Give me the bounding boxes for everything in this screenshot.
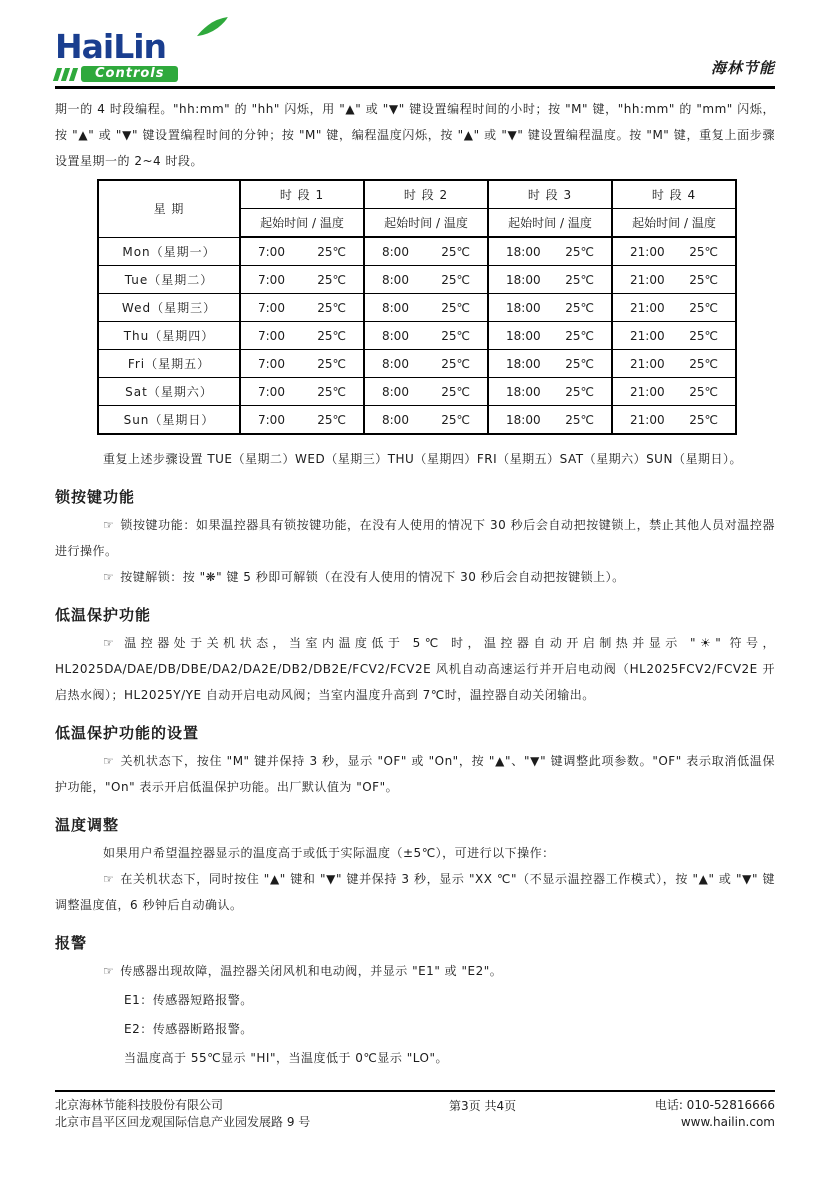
time-value: 8:00 <box>382 412 409 427</box>
subheader-cell: 起始时间 / 温度 <box>488 209 612 238</box>
period-4-header: 时 段 4 <box>612 180 736 209</box>
temp-value: 25℃ <box>565 328 594 343</box>
phone-number: 电话: 010-52816666 <box>654 1098 775 1112</box>
time-value: 21:00 <box>630 356 665 371</box>
contact-info <box>655 1097 775 1131</box>
temp-value: 25℃ <box>565 384 594 399</box>
period-1-header: 时 段 1 <box>240 180 364 209</box>
day-cell: Mon（星期一） <box>98 237 240 266</box>
temp-value: 25℃ <box>317 384 346 399</box>
paragraph <box>55 958 775 984</box>
day-column-header: 星 期 <box>98 180 240 237</box>
time-value: 7:00 <box>258 356 285 371</box>
paragraph <box>55 630 775 708</box>
table-row <box>98 406 736 435</box>
temp-value: 25℃ <box>317 272 346 287</box>
time-value: 18:00 <box>506 300 541 315</box>
time-value: 7:00 <box>258 328 285 343</box>
temp-value: 25℃ <box>441 328 470 343</box>
period-3-header: 时 段 3 <box>488 180 612 209</box>
time-value: 8:00 <box>382 328 409 343</box>
section-title-low-temp-setup: 低温保护功能的设置 <box>55 724 200 742</box>
time-value: 7:00 <box>258 384 285 399</box>
time-value: 18:00 <box>506 328 541 343</box>
intro-paragraph: 期一的 4 时段编程。"hh:mm" 的 "hh" 闪烁，用 "▲" 或 "▼" 键设置编程时间的小时；按 "M" 键，"hh:mm" 的 "mm" 闪烁，按 "▲" 或 "▼" 键设置编程时间的分钟；按 "M" 键，编程温度闪烁，按 "▲" 或 "▼" 键设置编程温度。按 "M" 键，重复上面步骤设置星期一的 2~4 时段。 <box>55 102 775 168</box>
section-title-low-temp-protection: 低温保护功能 <box>55 606 152 624</box>
company-info <box>55 1097 310 1131</box>
time-value: 7:00 <box>258 244 285 259</box>
day-cell: Thu（星期四） <box>98 322 240 350</box>
header-divider <box>55 86 775 89</box>
pointing-hand-icon: ☞ <box>103 754 115 768</box>
temp-value: 25℃ <box>689 384 718 399</box>
time-value: 7:00 <box>258 412 285 427</box>
time-value: 18:00 <box>506 272 541 287</box>
logo-wordmark: HaiLin <box>55 27 167 66</box>
table-row <box>98 237 736 266</box>
day-cell: Sun（星期日） <box>98 406 240 435</box>
time-value: 21:00 <box>630 412 665 427</box>
time-value: 8:00 <box>382 384 409 399</box>
table-row <box>98 294 736 322</box>
temp-value: 25℃ <box>317 328 346 343</box>
time-value: 18:00 <box>506 244 541 259</box>
table-row <box>98 350 736 378</box>
temp-value: 25℃ <box>565 272 594 287</box>
temp-value: 25℃ <box>565 244 594 259</box>
paragraph <box>55 564 775 590</box>
day-cell: Wed（星期三） <box>98 294 240 322</box>
weekly-schedule-table <box>97 179 737 435</box>
temp-value: 25℃ <box>689 244 718 259</box>
day-cell: Tue（星期二） <box>98 266 240 294</box>
paragraph-text: 关机状态下，按住 "M" 键并保持 3 秒，显示 "OF" 或 "On"，按 "▲"、"▼" 键调整此项参数。"OF" 表示取消低温保护功能，"On" 表示开启低温保护功能。出厂默认值为 "OF"。 <box>55 754 775 794</box>
temp-value: 25℃ <box>441 412 470 427</box>
alarm-range-line: 当温度高于 55℃显示 "HI"，当温度低于 0℃显示 "LO"。 <box>124 1051 448 1065</box>
temp-value: 25℃ <box>441 244 470 259</box>
time-value: 21:00 <box>630 272 665 287</box>
table-row <box>98 266 736 294</box>
table-row <box>98 322 736 350</box>
time-value: 21:00 <box>630 244 665 259</box>
page-number: 第3页 共4页 <box>449 1099 517 1113</box>
company-name: 北京海林节能科技股份有限公司 <box>55 1098 224 1112</box>
time-value: 7:00 <box>258 300 285 315</box>
temp-value: 25℃ <box>317 244 346 259</box>
table-row <box>98 378 736 406</box>
section-title-alarm: 报警 <box>55 934 88 952</box>
section-title-lock-keys: 锁按键功能 <box>55 488 136 506</box>
temp-value: 25℃ <box>441 356 470 371</box>
brand-name-cn: 海林节能 <box>710 59 775 77</box>
pointing-hand-icon: ☞ <box>103 570 115 584</box>
paragraph <box>55 840 775 866</box>
temp-value: 25℃ <box>689 300 718 315</box>
table-header-row <box>98 180 736 209</box>
time-value: 21:00 <box>630 328 665 343</box>
paragraph <box>55 866 775 918</box>
temp-value: 25℃ <box>441 384 470 399</box>
logo-controls-row <box>55 66 225 82</box>
alarm-e1-line: E1：传感器短路报警。 <box>124 993 253 1007</box>
temp-value: 25℃ <box>317 300 346 315</box>
temp-value: 25℃ <box>689 328 718 343</box>
repeat-note: 重复上述步骤设置 TUE（星期二）WED（星期三）THU（星期四）FRI（星期五）SAT（星期六）SUN（星期日）。 <box>103 452 742 466</box>
temp-value: 25℃ <box>317 356 346 371</box>
time-value: 8:00 <box>382 356 409 371</box>
time-value: 8:00 <box>382 272 409 287</box>
leaf-icon <box>195 17 229 37</box>
website-url: www.hailin.com <box>680 1115 775 1129</box>
section-title-temp-adjust: 温度调整 <box>55 816 120 834</box>
time-value: 8:00 <box>382 244 409 259</box>
logo-subtitle: Controls <box>81 66 178 82</box>
time-value: 21:00 <box>630 300 665 315</box>
alarm-e2-line: E2：传感器断路报警。 <box>124 1022 253 1036</box>
pointing-hand-icon: ☞ <box>103 636 115 650</box>
paragraph-text: 锁按键功能：如果温控器具有锁按键功能，在没有人使用的情况下 30 秒后会自动把按键锁上，禁止其他人员对温控器进行操作。 <box>55 518 775 558</box>
temp-value: 25℃ <box>441 272 470 287</box>
subheader-cell: 起始时间 / 温度 <box>364 209 488 238</box>
page-footer <box>55 1090 775 1131</box>
day-cell: Fri（星期五） <box>98 350 240 378</box>
temp-value: 25℃ <box>317 412 346 427</box>
company-address: 北京市昌平区回龙观国际信息产业园发展路 9 号 <box>55 1115 311 1129</box>
time-value: 18:00 <box>506 412 541 427</box>
paragraph-text: 温控器处于关机状态，当室内温度低于 5℃ 时，温控器自动开启制热并显示 "☀" 符号，HL2025DA/DAE/DB/DBE/DA2/DA2E/DB2/DB2E/FCV2/FCV2E 风机自动高速运行并开启电动阀（HL2025FCV2/FCV2E 开启热水阀）；HL2025Y/YE 自动开启电动风阀；当室内温度升高到 7℃时，温控器自动关闭输出。 <box>55 636 775 702</box>
pointing-hand-icon: ☞ <box>103 964 115 978</box>
subheader-cell: 起始时间 / 温度 <box>240 209 364 238</box>
time-value: 8:00 <box>382 300 409 315</box>
paragraph-text: 传感器出现故障，温控器关闭风机和电动阀，并显示 "E1" 或 "E2"。 <box>120 964 503 978</box>
time-value: 7:00 <box>258 272 285 287</box>
period-2-header: 时 段 2 <box>364 180 488 209</box>
time-value: 21:00 <box>630 384 665 399</box>
day-cell: Sat（星期六） <box>98 378 240 406</box>
subheader-cell: 起始时间 / 温度 <box>612 209 736 238</box>
pointing-hand-icon: ☞ <box>103 872 115 886</box>
temp-value: 25℃ <box>689 272 718 287</box>
temp-value: 25℃ <box>441 300 470 315</box>
hailin-logo <box>55 27 225 82</box>
paragraph-text: 如果用户希望温控器显示的温度高于或低于实际温度（±5℃），可进行以下操作： <box>103 846 555 860</box>
logo-bars-icon <box>55 68 76 81</box>
temp-value: 25℃ <box>689 356 718 371</box>
time-value: 18:00 <box>506 384 541 399</box>
paragraph <box>55 748 775 800</box>
paragraph-text: 在关机状态下，同时按住 "▲" 键和 "▼" 键并保持 3 秒，显示 "XX ℃"（不显示温控器工作模式），按 "▲" 或 "▼" 键调整温度值，6 秒钟后自动确认。 <box>55 872 775 912</box>
pointing-hand-icon: ☞ <box>103 518 115 532</box>
temp-value: 25℃ <box>565 300 594 315</box>
temp-value: 25℃ <box>565 356 594 371</box>
page-header <box>55 0 775 82</box>
paragraph-text: 按键解锁：按 "❋" 键 5 秒即可解锁（在没有人使用的情况下 30 秒后会自动把按键锁上）。 <box>120 570 625 584</box>
time-value: 18:00 <box>506 356 541 371</box>
temp-value: 25℃ <box>689 412 718 427</box>
paragraph <box>55 512 775 564</box>
temp-value: 25℃ <box>565 412 594 427</box>
